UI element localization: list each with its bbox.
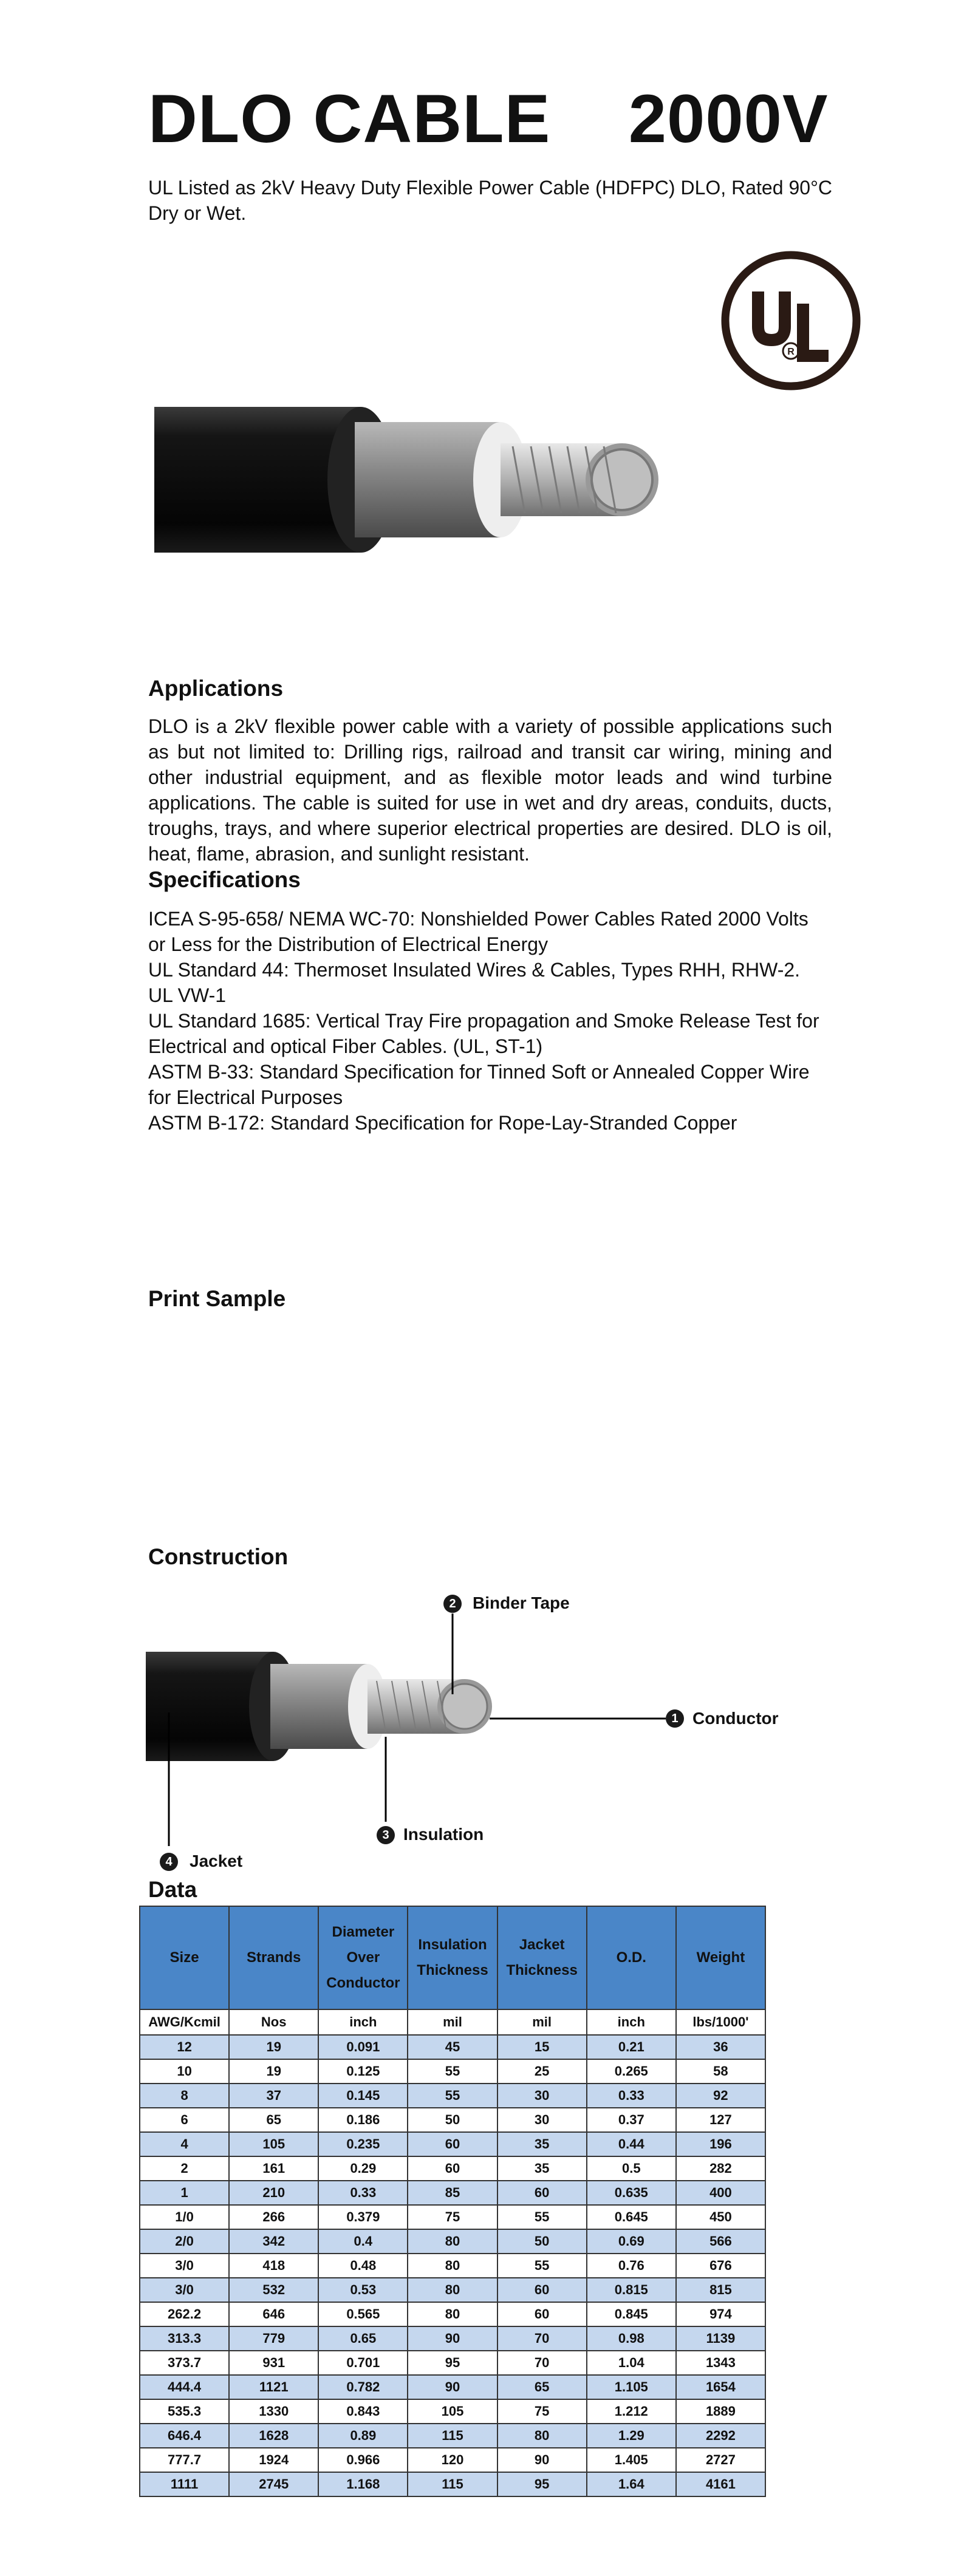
- cable-product-image: [154, 395, 762, 565]
- table-cell: 0.091: [318, 2035, 408, 2059]
- table-cell: 30: [497, 2108, 587, 2132]
- table-cell: 1111: [140, 2472, 229, 2496]
- table-row: [140, 2059, 765, 2084]
- cable-data-table: [139, 1906, 766, 2497]
- table-cell: 55: [408, 2059, 497, 2084]
- col-size: Size: [140, 1906, 229, 2009]
- conductor-label: Conductor: [692, 1709, 779, 1728]
- table-cell: 60: [497, 2278, 587, 2302]
- table-cell: 1.64: [587, 2472, 676, 2496]
- table-cell: 676: [676, 2254, 765, 2278]
- applications-heading: Applications: [148, 676, 284, 701]
- print-sample-heading: Print Sample: [148, 1286, 286, 1311]
- table-cell: 60: [408, 2132, 497, 2156]
- table-cell: 4: [140, 2132, 229, 2156]
- spec-line: ASTM B-33: Standard Specification for Tinned Soft or Annealed Copper Wire: [148, 1061, 810, 1083]
- table-cell: 0.379: [318, 2205, 408, 2229]
- table-cell: 1.405: [587, 2448, 676, 2472]
- unit-cell: mil: [408, 2009, 497, 2035]
- table-cell: 3/0: [140, 2278, 229, 2302]
- table-cell: 262.2: [140, 2302, 229, 2326]
- table-row: [140, 2302, 765, 2326]
- table-cell: 0.635: [587, 2181, 676, 2205]
- table-header-row: [140, 1906, 765, 2009]
- spec-line: Electrical and optical Fiber Cables. (UL, ST-1): [148, 1035, 543, 1057]
- table-cell: 36: [676, 2035, 765, 2059]
- table-cell: 313.3: [140, 2326, 229, 2351]
- table-cell: 2292: [676, 2424, 765, 2448]
- callout-number: 3: [377, 1826, 395, 1844]
- table-row: [140, 2156, 765, 2181]
- unit-cell: mil: [497, 2009, 587, 2035]
- page-subtitle: UL Listed as 2kV Heavy Duty Flexible Power Cable (HDFPC) DLO, Rated 90°C Dry or Wet.: [148, 177, 832, 224]
- table-cell: 95: [497, 2472, 587, 2496]
- table-cell: 10: [140, 2059, 229, 2084]
- table-cell: 646: [229, 2302, 318, 2326]
- table-cell: 777.7: [140, 2448, 229, 2472]
- table-cell: 532: [229, 2278, 318, 2302]
- table-cell: 0.69: [587, 2229, 676, 2254]
- table-cell: 4161: [676, 2472, 765, 2496]
- table-cell: 1.105: [587, 2375, 676, 2399]
- table-cell: 1.29: [587, 2424, 676, 2448]
- table-row: [140, 2205, 765, 2229]
- table-row: [140, 2132, 765, 2156]
- spec-line: for Electrical Purposes: [148, 1086, 343, 1108]
- table-cell: 80: [408, 2229, 497, 2254]
- table-cell: 1.212: [587, 2399, 676, 2424]
- table-cell: 1924: [229, 2448, 318, 2472]
- table-cell: 0.845: [587, 2302, 676, 2326]
- table-cell: 6: [140, 2108, 229, 2132]
- unit-cell: lbs/1000': [676, 2009, 765, 2035]
- table-cell: 0.145: [318, 2084, 408, 2108]
- table-cell: 1.04: [587, 2351, 676, 2375]
- table-cell: 931: [229, 2351, 318, 2375]
- table-cell: 1/0: [140, 2205, 229, 2229]
- table-cell: 646.4: [140, 2424, 229, 2448]
- table-cell: 55: [408, 2084, 497, 2108]
- table-cell: 0.782: [318, 2375, 408, 2399]
- table-cell: 95: [408, 2351, 497, 2375]
- table-cell: 90: [497, 2448, 587, 2472]
- table-cell: 535.3: [140, 2399, 229, 2424]
- table-cell: 450: [676, 2205, 765, 2229]
- table-cell: 0.33: [318, 2181, 408, 2205]
- table-cell: 3/0: [140, 2254, 229, 2278]
- table-cell: 35: [497, 2132, 587, 2156]
- insulation-label: Insulation: [403, 1825, 484, 1844]
- table-cell: 400: [676, 2181, 765, 2205]
- table-cell: 1654: [676, 2375, 765, 2399]
- data-heading: Data: [148, 1877, 197, 1902]
- table-cell: 50: [497, 2229, 587, 2254]
- table-row: [140, 2424, 765, 2448]
- page-title: DLO CABLE 2000V: [148, 81, 829, 157]
- callout-leader-lines: [146, 1591, 753, 1864]
- table-cell: 1121: [229, 2375, 318, 2399]
- table-cell: 418: [229, 2254, 318, 2278]
- table-cell: 65: [497, 2375, 587, 2399]
- table-row: [140, 2229, 765, 2254]
- table-cell: 92: [676, 2084, 765, 2108]
- spec-line: ICEA S-95-658/ NEMA WC-70: Nonshielded Power Cables Rated 2000 Volts: [148, 908, 808, 930]
- table-cell: 90: [408, 2326, 497, 2351]
- table-cell: 55: [497, 2254, 587, 2278]
- table-cell: 60: [497, 2181, 587, 2205]
- table-row: [140, 2254, 765, 2278]
- table-cell: 444.4: [140, 2375, 229, 2399]
- table-cell: 815: [676, 2278, 765, 2302]
- table-cell: 779: [229, 2326, 318, 2351]
- table-cell: 0.5: [587, 2156, 676, 2181]
- table-cell: 19: [229, 2059, 318, 2084]
- table-cell: 1139: [676, 2326, 765, 2351]
- jacket-label: Jacket: [190, 1852, 243, 1870]
- table-cell: 0.48: [318, 2254, 408, 2278]
- table-cell: 0.44: [587, 2132, 676, 2156]
- table-cell: 75: [408, 2205, 497, 2229]
- table-row: [140, 2035, 765, 2059]
- table-cell: 0.843: [318, 2399, 408, 2424]
- table-cell: 1628: [229, 2424, 318, 2448]
- table-cell: 0.186: [318, 2108, 408, 2132]
- unit-cell: inch: [318, 2009, 408, 2035]
- table-cell: 2/0: [140, 2229, 229, 2254]
- table-cell: 0.33: [587, 2084, 676, 2108]
- table-cell: 105: [408, 2399, 497, 2424]
- table-cell: 0.29: [318, 2156, 408, 2181]
- callout-number: 2: [443, 1595, 462, 1613]
- col-strands: Strands: [229, 1906, 318, 2009]
- table-cell: 266: [229, 2205, 318, 2229]
- unit-cell: AWG/Kcmil: [140, 2009, 229, 2035]
- table-cell: 90: [408, 2375, 497, 2399]
- table-cell: 0.565: [318, 2302, 408, 2326]
- table-cell: 37: [229, 2084, 318, 2108]
- table-cell: 115: [408, 2424, 497, 2448]
- table-cell: 105: [229, 2132, 318, 2156]
- table-row: [140, 2351, 765, 2375]
- table-cell: 0.21: [587, 2035, 676, 2059]
- table-cell: 0.76: [587, 2254, 676, 2278]
- table-row: [140, 2278, 765, 2302]
- svg-text:R: R: [787, 347, 795, 357]
- table-cell: 58: [676, 2059, 765, 2084]
- table-cell: 0.235: [318, 2132, 408, 2156]
- table-row: [140, 2375, 765, 2399]
- table-cell: 115: [408, 2472, 497, 2496]
- table-cell: 75: [497, 2399, 587, 2424]
- table-cell: 80: [408, 2302, 497, 2326]
- table-cell: 80: [408, 2278, 497, 2302]
- table-cell: 12: [140, 2035, 229, 2059]
- table-cell: 1330: [229, 2399, 318, 2424]
- unit-cell: Nos: [229, 2009, 318, 2035]
- table-cell: 85: [408, 2181, 497, 2205]
- col-weight: Weight: [676, 1906, 765, 2009]
- unit-cell: inch: [587, 2009, 676, 2035]
- table-cell: 0.645: [587, 2205, 676, 2229]
- table-cell: 0.89: [318, 2424, 408, 2448]
- table-row: [140, 2399, 765, 2424]
- table-cell: 210: [229, 2181, 318, 2205]
- table-cell: 0.37: [587, 2108, 676, 2132]
- table-cell: 0.265: [587, 2059, 676, 2084]
- table-cell: 974: [676, 2302, 765, 2326]
- table-cell: 1889: [676, 2399, 765, 2424]
- table-cell: 25: [497, 2059, 587, 2084]
- table-cell: 0.966: [318, 2448, 408, 2472]
- table-row: [140, 2084, 765, 2108]
- table-cell: 0.701: [318, 2351, 408, 2375]
- spec-line: ASTM B-172: Standard Specification for Rope-Lay-Stranded Copper: [148, 1112, 737, 1134]
- table-cell: 0.125: [318, 2059, 408, 2084]
- table-cell: 60: [497, 2302, 587, 2326]
- table-cell: 19: [229, 2035, 318, 2059]
- table-cell: 373.7: [140, 2351, 229, 2375]
- table-cell: 80: [497, 2424, 587, 2448]
- spec-line: or Less for the Distribution of Electrical Energy: [148, 933, 549, 955]
- table-row: [140, 2472, 765, 2496]
- table-cell: 70: [497, 2326, 587, 2351]
- table-cell: 282: [676, 2156, 765, 2181]
- table-cell: 342: [229, 2229, 318, 2254]
- table-row: [140, 2181, 765, 2205]
- col-od: O.D.: [587, 1906, 676, 2009]
- table-row: [140, 2108, 765, 2132]
- binder-tape-label: Binder Tape: [473, 1593, 570, 1612]
- table-row: [140, 2448, 765, 2472]
- table-cell: 127: [676, 2108, 765, 2132]
- table-cell: 80: [408, 2254, 497, 2278]
- table-cell: 8: [140, 2084, 229, 2108]
- callout-number: 1: [666, 1709, 684, 1728]
- table-cell: 2745: [229, 2472, 318, 2496]
- table-cell: 15: [497, 2035, 587, 2059]
- table-cell: 2727: [676, 2448, 765, 2472]
- table-cell: 60: [408, 2156, 497, 2181]
- table-cell: 65: [229, 2108, 318, 2132]
- spec-line: UL Standard 44: Thermoset Insulated Wires & Cables, Types RHH, RHW-2.: [148, 959, 801, 981]
- table-cell: 70: [497, 2351, 587, 2375]
- table-cell: 0.815: [587, 2278, 676, 2302]
- table-row: [140, 2326, 765, 2351]
- table-cell: 0.53: [318, 2278, 408, 2302]
- table-cell: 1.168: [318, 2472, 408, 2496]
- col-jacket: Jacket Thickness: [497, 1906, 587, 2009]
- table-cell: 35: [497, 2156, 587, 2181]
- table-cell: 161: [229, 2156, 318, 2181]
- spec-line: UL VW-1: [148, 984, 227, 1006]
- table-cell: 50: [408, 2108, 497, 2132]
- callout-number: 4: [160, 1853, 178, 1871]
- table-cell: 2: [140, 2156, 229, 2181]
- spec-line: UL Standard 1685: Vertical Tray Fire propagation and Smoke Release Test for: [148, 1010, 819, 1032]
- table-cell: 566: [676, 2229, 765, 2254]
- table-cell: 1343: [676, 2351, 765, 2375]
- specifications-heading: Specifications: [148, 867, 301, 892]
- col-diameter: Diameter Over Conductor: [318, 1906, 408, 2009]
- table-cell: 0.98: [587, 2326, 676, 2351]
- table-units-row: [140, 2009, 765, 2035]
- table-cell: 1: [140, 2181, 229, 2205]
- table-cell: 0.65: [318, 2326, 408, 2351]
- table-cell: 55: [497, 2205, 587, 2229]
- table-cell: 0.4: [318, 2229, 408, 2254]
- table-cell: 196: [676, 2132, 765, 2156]
- table-cell: 120: [408, 2448, 497, 2472]
- col-insulation: Insulation Thickness: [408, 1906, 497, 2009]
- table-cell: 30: [497, 2084, 587, 2108]
- construction-heading: Construction: [148, 1544, 289, 1569]
- applications-body: DLO is a 2kV flexible power cable with a variety of possible applications such as but not limited to: Drilling rigs, railroad and transit car wiring, mining and other industrial equipment, and as flexible motor leads and wind turbine applications. The cable is suited for use in wet and dry areas, conduits, ducts, troughs, trays, and where superior electrical properties are desired. DLO is oil, heat, flame, abrasion, and sunlight resistant.: [148, 715, 832, 865]
- ul-listed-logo-icon: [720, 248, 861, 394]
- table-cell: 45: [408, 2035, 497, 2059]
- specifications-list: [148, 906, 832, 1136]
